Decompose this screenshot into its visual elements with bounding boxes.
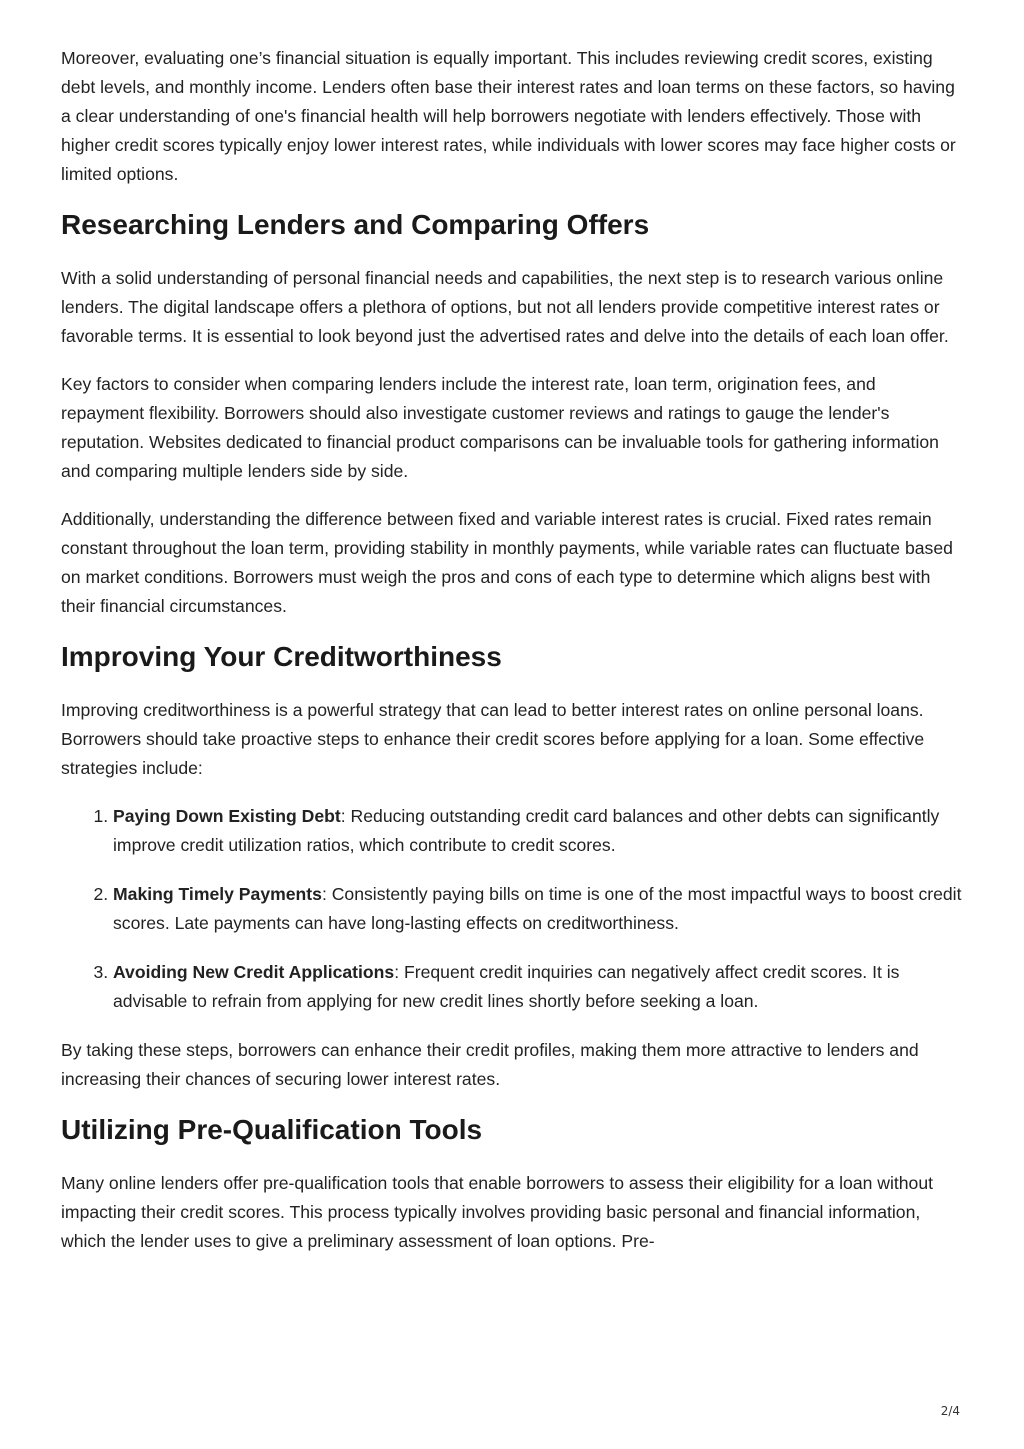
strategies-list bbox=[61, 802, 963, 1016]
document-page bbox=[61, 44, 963, 1275]
body-paragraph: Many online lenders offer pre-qualification tools that enable borrowers to assess their eligibility for a loan without impacting their credit scores. This process typically involves providing basic personal and financial information, which the lender uses to give a preliminary assessment of loan options. Pre- bbox=[61, 1173, 934, 1251]
list-item-title: Paying Down Existing Debt bbox=[113, 806, 341, 826]
section-heading-pre-qualification: Utilizing Pre-Qualification Tools bbox=[61, 1114, 483, 1145]
list-item bbox=[113, 958, 963, 1016]
body-paragraph: With a solid understanding of personal financial needs and capabilities, the next step is to research various online lenders. The digital landscape offers a plethora of options, but not all lenders provide competitive interest rates or favorable terms. It is essential to look beyond just the advertised rates and delve into the details of each loan offer. bbox=[61, 268, 949, 346]
list-item bbox=[113, 802, 963, 860]
body-paragraph: Additionally, understanding the difference between fixed and variable interest rates is crucial. Fixed rates remain constant throughout the loan term, providing stability in monthly payments, while variable rates can fluctuate based on market conditions. Borrowers must weigh the pros and cons of each type to determine which aligns best with their financial circumstances. bbox=[61, 509, 953, 616]
list-item-text: : Consistently paying bills on time is one of the most impactful ways to boost credit scores. Late payments can have long-lasting effects on creditworthiness. bbox=[113, 884, 962, 933]
section-heading-researching-lenders: Researching Lenders and Comparing Offers bbox=[61, 209, 650, 240]
body-paragraph: Key factors to consider when comparing lenders include the interest rate, loan term, origination fees, and repayment flexibility. Borrowers should also investigate customer reviews and ratings to gauge the lender's reputation. Websites dedicated to financial product comparisons can be invaluable tools for gathering information and comparing multiple lenders side by side. bbox=[61, 374, 939, 481]
intro-paragraph: Moreover, evaluating one’s financial situation is equally important. This includes reviewing credit scores, existing debt levels, and monthly income. Lenders often base their interest rates and loan terms on these factors, so having a clear understanding of one's financial health will help borrowers negotiate with lenders effectively. Those with higher credit scores typically enjoy lower interest rates, while individuals with lower scores may face higher costs or limited options. bbox=[61, 48, 956, 184]
body-paragraph: By taking these steps, borrowers can enhance their credit profiles, making them more attractive to lenders and increasing their chances of securing lower interest rates. bbox=[61, 1040, 919, 1089]
section-heading-improving-creditworthiness: Improving Your Creditworthiness bbox=[61, 641, 502, 672]
body-paragraph: Improving creditworthiness is a powerful strategy that can lead to better interest rates on online personal loans. Borrowers should take proactive steps to enhance their credit scores before applying for a loan. Some effective strategies include: bbox=[61, 700, 925, 778]
list-item-text: : Reducing outstanding credit card balances and other debts can significantly improve credit utilization ratios, which contribute to credit scores. bbox=[113, 806, 940, 855]
list-item-title: Avoiding New Credit Applications bbox=[113, 962, 395, 982]
list-item-title: Making Timely Payments bbox=[113, 884, 322, 904]
page-number: 2/4 bbox=[940, 1404, 960, 1418]
list-item-text: : Frequent credit inquiries can negatively affect credit scores. It is advisable to refrain from applying for new credit lines shortly before seeking a loan. bbox=[113, 962, 900, 1011]
list-item bbox=[113, 880, 963, 938]
